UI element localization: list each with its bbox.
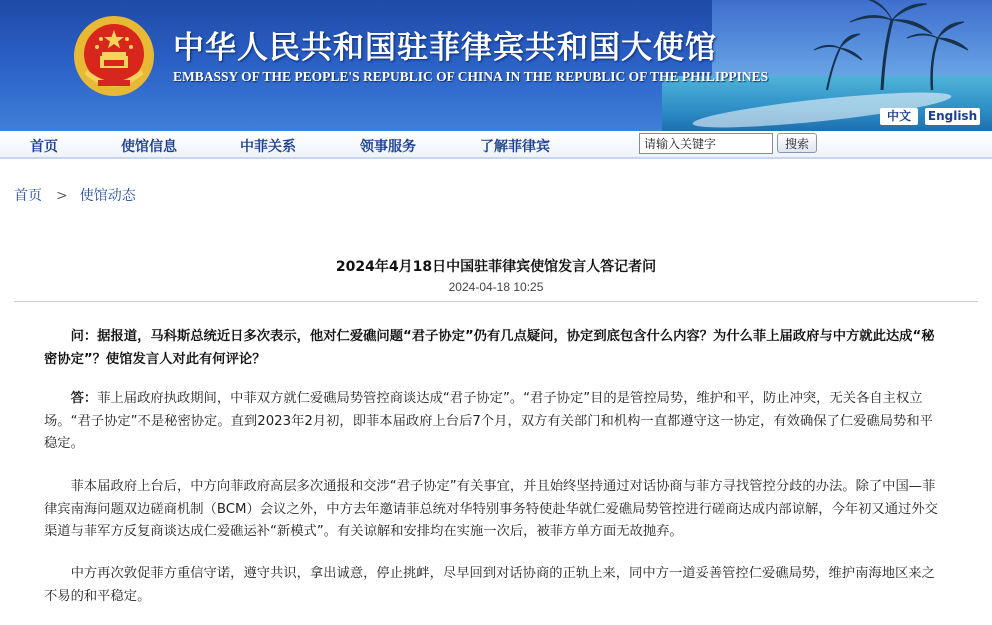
article-date: 2024-04-18 10:25 (448, 280, 544, 294)
language-english-button[interactable]: English (925, 108, 980, 125)
header-banner (0, 0, 992, 131)
breadcrumb-home-link[interactable]: 首页 (14, 188, 42, 204)
answer-text: 菲上届政府执政期间，中菲双方就仁爱礁局势管控商谈达成“君子协定”。“君子协定”目的是管控局势，维护和平，防止冲突，无关各自主权立场。“君子协定”不是秘密协定。直到2023年2月初，即菲本届政府上台后7个月，双方有关部门和机构一直都遵守这一协定，有效确保了仁爱礁局势和平稳定。 (44, 391, 933, 451)
national-emblem-icon (72, 14, 156, 98)
title-divider (14, 301, 978, 302)
breadcrumb (14, 185, 136, 205)
nav-item-china-philippines-relations[interactable]: 中菲关系 (240, 139, 296, 155)
answer-label: 答： (70, 391, 98, 406)
nav-item-about-philippines[interactable]: 了解菲律宾 (480, 139, 550, 155)
embassy-title-chinese: 中华人民共和国驻菲律宾共和国大使馆 (173, 30, 717, 66)
breadcrumb-section-link[interactable]: 使馆动态 (79, 188, 136, 204)
article-paragraph-2: 菲本届政府上台后，中方向菲政府高层多次通报和交涉“君子协定”有关事宜，并且始终坚持通过对话协商与菲方寻找管控分歧的办法。除了中国—菲律宾南海问题双边磋商机制（BCM）会议之外，中方去年邀请菲总统对华特别事务特使赴华就仁爱礁局势管控进行磋商达成内部谅解，今年初又通过外交渠道与菲军方反复商谈达成仁爱礁运补“新模式”。有关谅解和安排均在实施一次后，被菲方单方面无故抛弃。 (44, 479, 938, 539)
nav-item-embassy-info[interactable]: 使馆信息 (121, 139, 177, 155)
breadcrumb-separator: > (56, 188, 68, 204)
embassy-title-english: EMBASSY OF THE PEOPLE'S REPUBLIC OF CHINA IN THE REPUBLIC OF THE PHILIPPINES (173, 69, 769, 84)
nav-item-home[interactable]: 首页 (30, 139, 58, 155)
nav-item-consular-services[interactable]: 领事服务 (360, 139, 416, 155)
article-title: 2024年4月18日中国驻菲律宾使馆发言人答记者问 (335, 259, 657, 275)
article-question: 问：据报道，马科斯总统近日多次表示，他对仁爱礁问题“君子协定”仍有几点疑问，协定到底包含什么内容？为什么菲上届政府与中方就此达成“秘密协定”？使馆发言人对此有何评论？ (44, 329, 935, 367)
search-input[interactable] (639, 133, 773, 154)
article-answer (44, 388, 946, 456)
article-paragraph-3: 中方再次敦促菲方重信守诺，遵守共识，拿出诚意，停止挑衅，尽早回到对话协商的正轨上来，同中方一道妥善管控仁爱礁局势，维护南海地区来之不易的和平稳定。 (44, 566, 935, 604)
language-chinese-button[interactable]: 中文 (880, 108, 918, 125)
search-button[interactable]: 搜索 (777, 133, 817, 153)
main-navigation (0, 131, 992, 159)
